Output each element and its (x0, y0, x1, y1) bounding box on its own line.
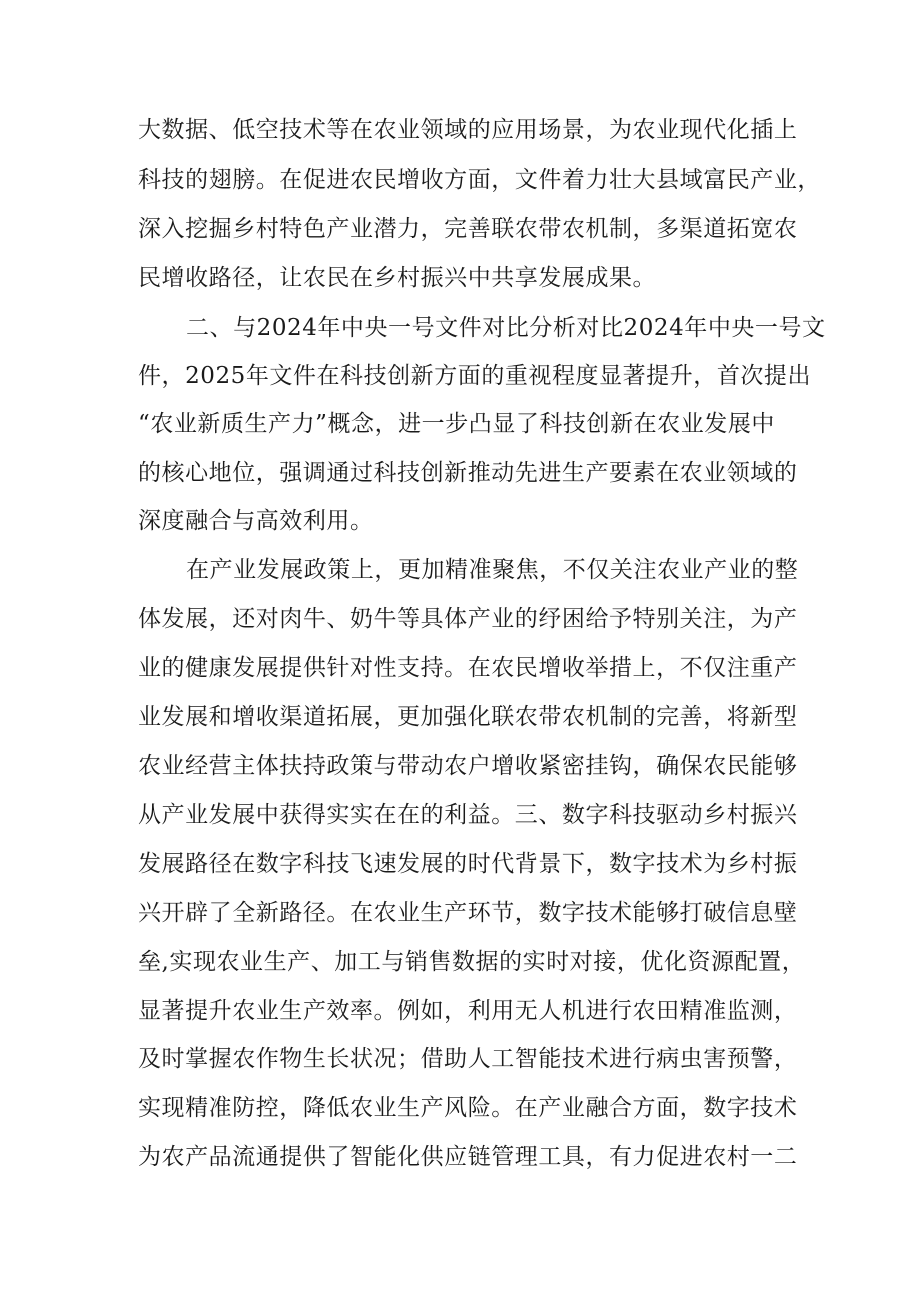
text-line: 件，2025年文件在科技创新方面的重视程度显著提升，首次提出 (138, 363, 812, 389)
text-line: “农业新质生产力”概念，进一步凸显了科技创新在农业发展中 (138, 411, 775, 437)
text-line: 发展路径在数字科技飞速发展的时代背景下，数字技术为乡村振 (138, 851, 798, 877)
text-line: 深入挖掘乡村特色产业潜力，完善联农带农机制，多渠道拓宽农 (138, 216, 798, 242)
text-line: 业发展和增收渠道拓展，更加强化联农带农机制的完善，将新型 (138, 704, 798, 730)
text-line: 深度融合与高效利用。 (138, 508, 374, 534)
text-line: 为农产品流通提供了智能化供应链管理工具，有力促进农村一二 (138, 1144, 798, 1170)
text-line: 民增收路径，让农民在乡村振兴中共享发展成果。 (138, 265, 657, 291)
text-line: 垒,实现农业生产、加工与销售数据的实时对接，优化资源配置， (138, 949, 806, 975)
text-line: 兴开辟了全新路径。在农业生产环节，数字技术能够打破信息壁 (138, 900, 798, 926)
text-line: 体发展，还对肉牛、奶牛等具体产业的纾困给予特别关注，为产 (138, 606, 798, 632)
text-line: 大数据、低空技术等在农业领域的应用场景，为农业现代化插上 (138, 117, 798, 143)
text-line: 业的健康发展提供针对性支持。在农民增收举措上，不仅注重产 (138, 655, 798, 681)
text-line: 从产业发展中获得实实在在的利益。三、数字科技驱动乡村振兴 (138, 802, 798, 828)
text-line: 显著提升农业生产效率。例如，利用无人机进行农田精准监测， (138, 998, 798, 1024)
text-line: 及时掌握农作物生长状况；借助人工智能技术进行病虫害预警， (138, 1046, 798, 1072)
text-line: 农业经营主体扶持政策与带动农户增收紧密挂钩，确保农民能够 (138, 753, 798, 779)
paragraph-first-line: 二、与2024年中央一号文件对比分析对比2024年中央一号文 (186, 315, 826, 341)
text-line: 科技的翅膀。在促进农民增收方面，文件着力壮大县域富民产业， (138, 167, 821, 193)
text-line: 实现精准防控，降低农业生产风险。在产业融合方面，数字技术 (138, 1095, 798, 1121)
paragraph-first-line: 在产业发展政策上，更加精准聚焦，不仅关注农业产业的整 (186, 557, 799, 583)
text-line: 的核心地位，强调通过科技创新推动先进生产要素在农业领域的 (138, 460, 798, 486)
